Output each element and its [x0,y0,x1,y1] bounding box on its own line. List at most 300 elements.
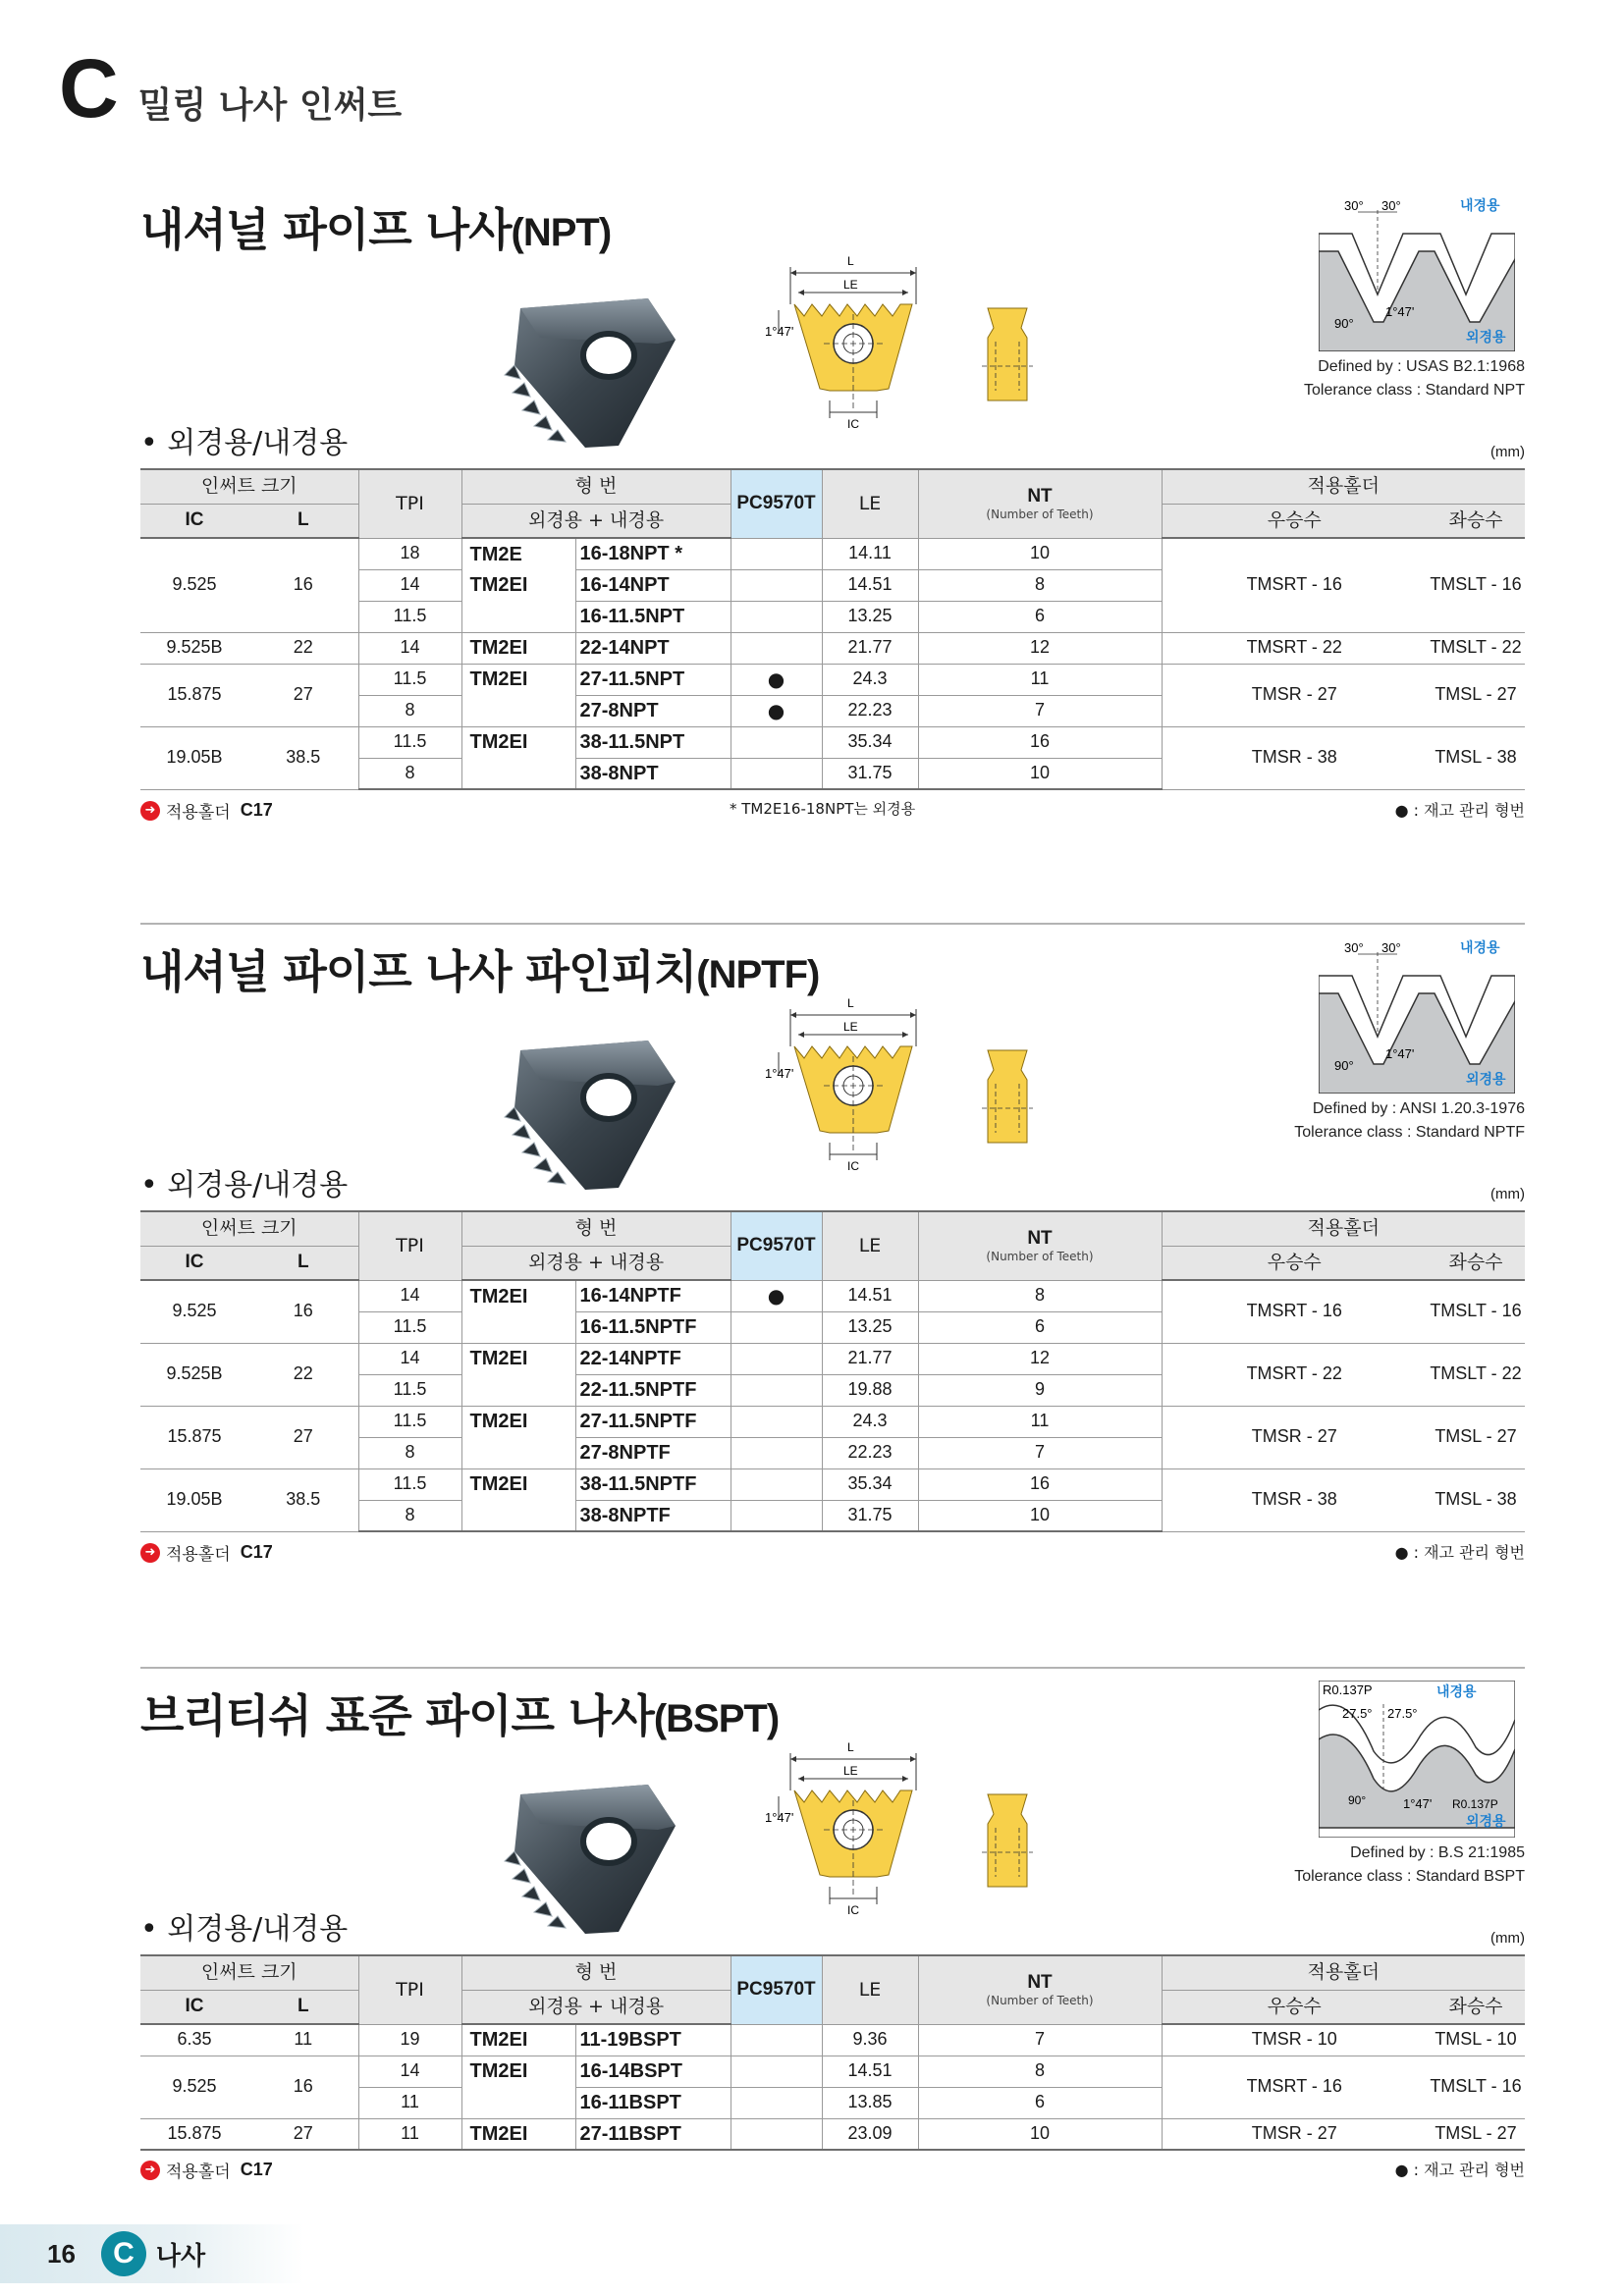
header-holder: 적용홀더 [1162,1955,1525,1990]
section-divider [140,1667,1525,1669]
header-tpi: TPI [358,469,461,538]
table-row [140,2024,1525,2056]
table-header-row [140,1211,1525,1246]
cell-le: 14.51 [822,1280,918,1311]
dim-l-label: L [847,1740,854,1754]
cell-ic: 19.05B [140,1468,248,1531]
cell-nt: 7 [918,2024,1162,2056]
cell-model-code: 16-18NPT * [575,538,731,569]
section-divider [140,923,1525,925]
cell-le: 19.88 [822,1374,918,1406]
cell-series: TM2EI [461,1280,575,1311]
cell-series: TM2EI [461,1406,575,1437]
cell-nt: 6 [918,1311,1162,1343]
table-row [140,664,1525,695]
subhead: • 외경용/내경용 [140,1912,349,1947]
table-row [140,1406,1525,1437]
cell-series: TM2EI [461,1468,575,1500]
svg-text:27.5°: 27.5° [1342,1706,1373,1721]
svg-text:90°: 90° [1348,1793,1367,1807]
cell-holder-left: TMSLT - 16 [1427,538,1525,632]
svg-text:IC: IC [847,417,859,430]
svg-text:L: L [847,996,854,1010]
holder-reference-link[interactable] [140,798,273,823]
cell-grade-stock [731,2024,822,2056]
cell-nt: 11 [918,664,1162,695]
svg-text:내경용: 내경용 [1460,940,1500,956]
chapter-letter: C [59,42,117,134]
header-model-sub: 외경용 + 내경용 [461,1990,731,2024]
holder-reference-label: 적용홀더 [166,803,231,824]
cell-nt: 10 [918,758,1162,789]
svg-text:외경용: 외경용 [1466,1072,1506,1088]
svg-text:LE: LE [843,1764,858,1778]
header-nt-label: NT [1027,1971,1053,1993]
cell-grade-stock [731,1406,822,1437]
svg-text:27.5°: 27.5° [1387,1706,1418,1721]
cell-holder-right: TMSR - 27 [1162,2118,1427,2150]
header-model: 형 번 [461,469,731,504]
header-le: LE [822,1955,918,2024]
cell-holder-right: TMSRT - 16 [1162,1280,1427,1343]
cell-series [461,2087,575,2118]
cell-grade-stock [731,726,822,758]
table-row [140,1468,1525,1500]
cell-holder-left: TMSL - 38 [1427,726,1525,789]
cell-ic: 9.525B [140,632,248,664]
cell-le: 14.11 [822,538,918,569]
cell-model-code: 27-11.5NPT [575,664,731,695]
cell-holder-right: TMSR - 10 [1162,2024,1427,2056]
insert-side-view [982,304,1033,412]
section-title-code: (NPTF) [696,953,820,996]
svg-text:내경용: 내경용 [1436,1684,1477,1700]
cell-grade-stock [731,1500,822,1531]
cell-holder-left: TMSL - 27 [1427,664,1525,726]
svg-text:30°: 30° [1344,198,1364,213]
cell-tpi: 11.5 [358,726,461,758]
header-nt-sub: (Number of Teeth) [986,507,1094,521]
section-title-code: (BSPT) [653,1697,780,1740]
insert-dimension-drawing [765,995,942,1172]
cell-series: TM2EI [461,632,575,664]
thread-profile-diagram [1319,936,1515,1094]
header-grade: PC9570T [731,469,822,538]
stock-legend: ● : 재고 관리 형번 [1394,2161,1525,2180]
table-header-row [140,469,1525,504]
arrow-right-icon: ➜ [140,2161,160,2180]
cell-le: 22.23 [822,695,918,726]
cell-tpi: 14 [358,1280,461,1311]
insert-side-view [982,1046,1033,1154]
header-ic: IC [140,504,248,538]
insert-photo-image [501,1767,683,1944]
section-bspt [140,1673,1525,2222]
cell-tpi: 8 [358,1500,461,1531]
subhead: • 외경용/내경용 [140,426,349,460]
header-model-sub: 외경용 + 내경용 [461,504,731,538]
cell-model-code: 38-11.5NPTF [575,1468,731,1500]
header-right-hand: 우승수 [1162,1246,1427,1280]
header-tpi: TPI [358,1955,461,2024]
cell-l: 27 [248,1406,358,1468]
cell-le: 24.3 [822,664,918,695]
header-l: L [248,1990,358,2024]
cell-le: 31.75 [822,758,918,789]
cell-grade-stock [731,1343,822,1374]
defined-by-text: Defined by : USAS B2.1:1968 [1318,358,1525,375]
table-row [140,2118,1525,2150]
section-npt [140,187,1525,824]
header-tpi: TPI [358,1211,461,1280]
table-row [140,1280,1525,1311]
cell-tpi: 18 [358,538,461,569]
cell-ic: 15.875 [140,1406,248,1468]
cell-ic: 15.875 [140,2118,248,2150]
chapter-title: 밀링 나사 인써트 [137,85,403,126]
cell-holder-left: TMSL - 10 [1427,2024,1525,2056]
chapter-badge-icon: C [101,2231,146,2276]
header-le: LE [822,1211,918,1280]
cell-model-code: 27-11BSPT [575,2118,731,2150]
section-title [140,194,611,259]
holder-reference-code: C17 [240,2160,273,2180]
cell-holder-right: TMSR - 38 [1162,726,1427,789]
cell-model-code: 27-8NPTF [575,1437,731,1468]
arrow-right-icon: ➜ [140,801,160,821]
cell-nt: 8 [918,569,1162,601]
spec-table [140,1954,1525,2151]
section-title [140,1681,779,1745]
table-header-row [140,1955,1525,1990]
cell-holder-right: TMSRT - 16 [1162,538,1427,632]
insert-photo-image [501,1023,683,1200]
cell-grade-stock [731,632,822,664]
cell-l: 22 [248,1343,358,1406]
cell-le: 13.85 [822,2087,918,2118]
cell-tpi: 8 [358,1437,461,1468]
cell-ic: 15.875 [140,664,248,726]
cell-grade-stock [731,569,822,601]
cell-model-code: 16-14BSPT [575,2056,731,2087]
holder-reference-link[interactable] [140,2158,273,2182]
holder-reference-label: 적용홀더 [166,1545,231,1566]
cell-tpi: 19 [358,2024,461,2056]
unit-label: (mm) [1490,1186,1525,1202]
cell-model-code: 11-19BSPT [575,2024,731,2056]
page-footer [0,2224,304,2283]
svg-text:L: L [847,254,854,268]
header-model: 형 번 [461,1211,731,1246]
header-insert-size: 인써트 크기 [140,469,358,504]
cell-le: 13.25 [822,601,918,632]
cell-model-code: 16-14NPTF [575,1280,731,1311]
cell-le: 24.3 [822,1406,918,1437]
holder-reference-code: C17 [240,800,273,821]
cell-series: TM2EI [461,2056,575,2087]
cell-le: 21.77 [822,1343,918,1374]
section-title [140,936,819,1001]
svg-text:외경용: 외경용 [1466,1814,1506,1830]
svg-text:90°: 90° [1334,316,1354,331]
cell-holder-right: TMSR - 27 [1162,664,1427,726]
header-ic: IC [140,1246,248,1280]
cell-holder-left: TMSLT - 22 [1427,1343,1525,1406]
cell-grade-stock [731,2056,822,2087]
cell-l: 22 [248,632,358,664]
spec-table [140,468,1525,790]
thread-profile-diagram [1319,1681,1515,1838]
cell-nt: 11 [918,1406,1162,1437]
svg-text:1°47': 1°47' [765,1066,794,1081]
cell-grade-stock [731,758,822,789]
cell-model-code: 16-11.5NPT [575,601,731,632]
tolerance-class-text: Tolerance class : Standard NPT [1304,382,1525,399]
cell-ic: 9.525 [140,1280,248,1343]
cell-tpi: 14 [358,2056,461,2087]
cell-le: 9.36 [822,2024,918,2056]
cell-nt: 6 [918,601,1162,632]
defined-by-text: Defined by : B.S 21:1985 [1350,1844,1525,1861]
svg-text:30°: 30° [1381,198,1401,213]
cell-grade-stock [731,1374,822,1406]
cell-le: 35.34 [822,1468,918,1500]
cell-series [461,758,575,789]
header-l: L [248,504,358,538]
cell-nt: 10 [918,2118,1162,2150]
cell-model-code: 38-8NPT [575,758,731,789]
insert-dimension-drawing [765,1739,942,1916]
page-number: 16 [47,2238,76,2269]
svg-text:IC: IC [847,1159,859,1172]
cell-ic: 9.525 [140,538,248,632]
svg-text:30°: 30° [1344,940,1364,955]
cell-series [461,1311,575,1343]
cell-tpi: 11.5 [358,1374,461,1406]
cell-nt: 16 [918,726,1162,758]
cell-holder-left: TMSL - 27 [1427,1406,1525,1468]
cell-series: TM2EI [461,2118,575,2150]
standard-definition [1230,1842,1525,1889]
header-right-hand: 우승수 [1162,504,1427,538]
chapter-label: 나사 [155,2241,206,2271]
cell-series: TM2EI [461,664,575,695]
cell-tpi: 14 [358,1343,461,1374]
svg-text:1°47': 1°47' [1403,1796,1433,1811]
cell-l: 38.5 [248,726,358,789]
cell-nt: 9 [918,1374,1162,1406]
cell-grade-stock [731,601,822,632]
cell-series [461,695,575,726]
cell-holder-left: TMSLT - 16 [1427,1280,1525,1343]
cell-grade-stock [731,1437,822,1468]
svg-text:LE: LE [843,278,858,292]
cell-ic: 6.35 [140,2024,248,2056]
header-nt-label: NT [1027,485,1053,507]
svg-text:1°47': 1°47' [765,1810,794,1825]
header-insert-size: 인써트 크기 [140,1955,358,1990]
cell-grade-stock [731,1311,822,1343]
cell-holder-right: TMSR - 27 [1162,1406,1427,1468]
defined-by-text: Defined by : ANSI 1.20.3-1976 [1312,1100,1525,1117]
cell-nt: 8 [918,1280,1162,1311]
cell-tpi: 14 [358,569,461,601]
header-ic: IC [140,1990,248,2024]
spec-table [140,1210,1525,1532]
cell-tpi: 11.5 [358,1406,461,1437]
svg-text:30°: 30° [1381,940,1401,955]
standard-definition [1230,355,1525,402]
cell-model-code: 16-11.5NPTF [575,1311,731,1343]
cell-l: 27 [248,2118,358,2150]
cell-ic: 9.525B [140,1343,248,1406]
cell-tpi: 11.5 [358,664,461,695]
cell-tpi: 14 [358,632,461,664]
cell-model-code: 16-14NPT [575,569,731,601]
cell-l: 27 [248,664,358,726]
cell-holder-left: TMSL - 27 [1427,2118,1525,2150]
insert-dimension-drawing [765,253,942,430]
svg-text:R0.137P: R0.137P [1323,1682,1373,1697]
section-title-code: (NPT) [511,211,612,254]
cell-nt: 7 [918,695,1162,726]
cell-model-code: 27-8NPT [575,695,731,726]
header-nt-sub: (Number of Teeth) [986,1993,1094,2007]
cell-series: TM2EI [461,1343,575,1374]
cell-model-code: 38-8NPTF [575,1500,731,1531]
header-holder: 적용홀더 [1162,469,1525,504]
cell-nt: 12 [918,1343,1162,1374]
svg-text:1°47': 1°47' [765,324,794,339]
cell-nt: 6 [918,2087,1162,2118]
cell-series: TM2EI [461,569,575,601]
cell-tpi: 11.5 [358,1468,461,1500]
table-row [140,726,1525,758]
header-nt [918,469,1162,538]
header-model-sub: 외경용 + 내경용 [461,1246,731,1280]
table-row [140,632,1525,664]
header-left-hand: 좌승수 [1427,1246,1525,1280]
holder-reference-code: C17 [240,1542,273,1563]
header-grade: PC9570T [731,1211,822,1280]
unit-label: (mm) [1490,1930,1525,1947]
thread-profile-diagram [1319,194,1515,351]
cell-le: 35.34 [822,726,918,758]
cell-model-code: 22-14NPT [575,632,731,664]
header-model: 형 번 [461,1955,731,1990]
cell-holder-left: TMSL - 38 [1427,1468,1525,1531]
cell-tpi: 11.5 [358,1311,461,1343]
cell-series: TM2E [461,538,575,569]
cell-grade-stock [731,2087,822,2118]
cell-model-code: 38-11.5NPT [575,726,731,758]
section-title-text: 내셔널 파이프 나사 [140,203,512,256]
section-title-text: 브리티쉬 표준 파이프 나사 [140,1689,654,1742]
svg-text:90°: 90° [1334,1058,1354,1073]
cell-l: 11 [248,2024,358,2056]
table-row [140,1343,1525,1374]
cell-tpi: 11.5 [358,601,461,632]
subhead: • 외경용/내경용 [140,1168,349,1202]
cell-l: 16 [248,1280,358,1343]
holder-reference-link[interactable] [140,1540,273,1565]
stock-legend: ● : 재고 관리 형번 [1394,801,1525,821]
header-nt-sub: (Number of Teeth) [986,1249,1094,1263]
cell-series: TM2EI [461,726,575,758]
cell-le: 22.23 [822,1437,918,1468]
svg-text:LE: LE [843,1020,858,1034]
insert-side-view [982,1790,1033,1898]
header-l: L [248,1246,358,1280]
cell-le: 14.51 [822,2056,918,2087]
cell-le: 23.09 [822,2118,918,2150]
stock-legend: ● : 재고 관리 형번 [1394,1543,1525,1563]
header-grade: PC9570T [731,1955,822,2024]
header-left-hand: 좌승수 [1427,504,1525,538]
cell-model-code: 16-11BSPT [575,2087,731,2118]
cell-tpi: 8 [358,695,461,726]
chapter-header [59,42,403,134]
cell-l: 16 [248,538,358,632]
cell-l: 16 [248,2056,358,2118]
table-note: * TM2E16-18NPT는 외경용 [730,800,916,819]
cell-grade-stock: ● [731,1280,822,1311]
cell-le: 31.75 [822,1500,918,1531]
header-nt [918,1955,1162,2024]
svg-text:외경용: 외경용 [1466,330,1506,346]
cell-nt: 16 [918,1468,1162,1500]
svg-text:내경용: 내경용 [1460,198,1500,214]
holder-reference-label: 적용홀더 [166,2163,231,2183]
header-left-hand: 좌승수 [1427,1990,1525,2024]
section-title-text: 내셔널 파이프 나사 파인피치 [140,945,697,998]
table-row [140,538,1525,569]
table-row [140,2056,1525,2087]
cell-nt: 7 [918,1437,1162,1468]
cell-le: 21.77 [822,632,918,664]
svg-text:1°47': 1°47' [1385,1046,1415,1061]
cell-grade-stock [731,2118,822,2150]
cell-holder-right: TMSR - 38 [1162,1468,1427,1531]
cell-series [461,1374,575,1406]
svg-text:IC: IC [847,1903,859,1916]
cell-le: 13.25 [822,1311,918,1343]
cell-holder-right: TMSRT - 22 [1162,632,1427,664]
cell-grade-stock: ● [731,664,822,695]
cell-holder-left: TMSLT - 22 [1427,632,1525,664]
cell-model-code: 22-14NPTF [575,1343,731,1374]
header-right-hand: 우승수 [1162,1990,1427,2024]
cell-series [461,1500,575,1531]
cell-model-code: 27-11.5NPTF [575,1406,731,1437]
cell-l: 38.5 [248,1468,358,1531]
insert-photo-image [501,281,683,457]
unit-label: (mm) [1490,444,1525,460]
cell-ic: 19.05B [140,726,248,789]
cell-tpi: 8 [358,758,461,789]
cell-holder-left: TMSLT - 16 [1427,2056,1525,2118]
cell-nt: 10 [918,1500,1162,1531]
section-nptf [140,929,1525,1566]
tolerance-class-text: Tolerance class : Standard BSPT [1294,1868,1525,1885]
header-holder: 적용홀더 [1162,1211,1525,1246]
cell-series [461,1437,575,1468]
cell-grade-stock [731,538,822,569]
svg-text:R0.137P: R0.137P [1452,1797,1498,1811]
cell-model-code: 22-11.5NPTF [575,1374,731,1406]
cell-tpi: 11 [358,2118,461,2150]
cell-nt: 12 [918,632,1162,664]
